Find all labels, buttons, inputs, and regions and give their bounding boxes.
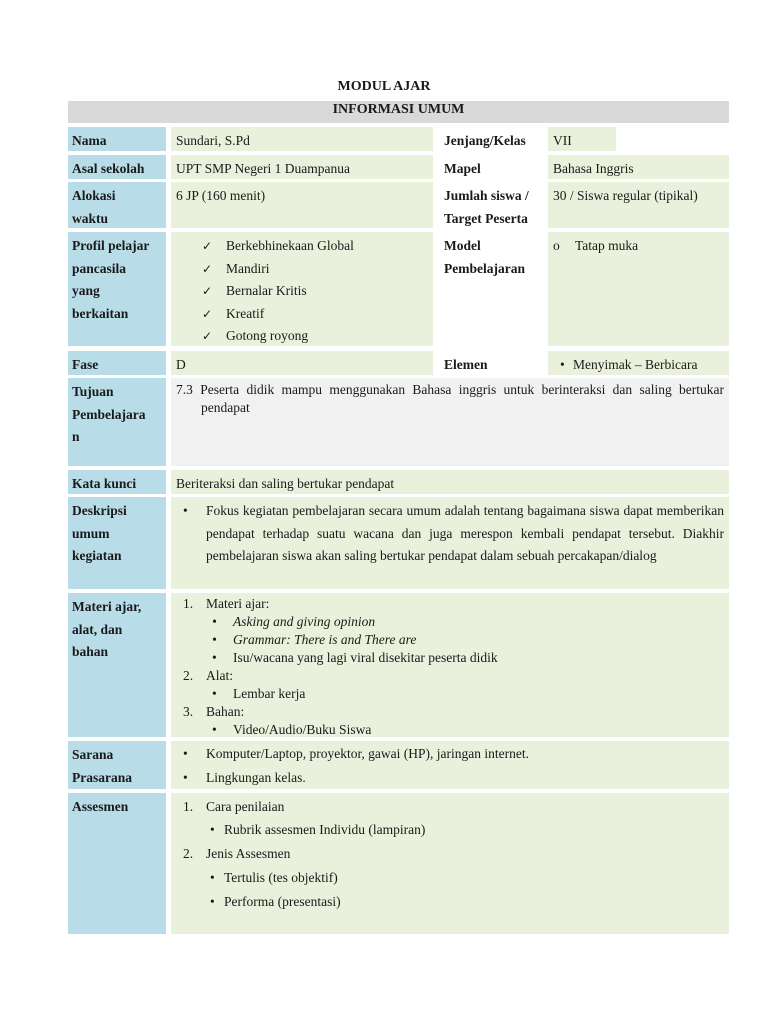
materi-group bbox=[176, 703, 724, 721]
group-number: 2. bbox=[183, 668, 194, 683]
label-line: Target Peserta bbox=[444, 210, 528, 226]
label-elemen: Elemen bbox=[444, 357, 488, 372]
value-jumlah-siswa: 30 / Siswa regular (tipikal) bbox=[548, 182, 729, 228]
profil-item: ✓ Kreatif bbox=[176, 303, 428, 326]
label-line: kegiatan bbox=[72, 548, 122, 563]
assesmen-group bbox=[176, 842, 724, 866]
profil-item: ✓ Berkebhinekaan Global bbox=[176, 235, 428, 258]
value-deskripsi-umum-kegiatan bbox=[171, 497, 729, 589]
value-assesmen bbox=[171, 793, 729, 934]
label-jumlah-siswa bbox=[440, 182, 546, 228]
materi-item: • Isu/wacana yang lagi viral disekitar peserta didik bbox=[176, 649, 724, 667]
assesmen-item: • Rubrik assesmen Individu (lampiran) bbox=[176, 818, 724, 842]
label-line: n bbox=[72, 429, 80, 444]
label-line: Prasarana bbox=[72, 769, 132, 785]
label-line: yang bbox=[72, 283, 100, 298]
label-line: Alokasi bbox=[72, 188, 116, 203]
label-line: Jumlah siswa / bbox=[444, 188, 529, 203]
materi-item: • Grammar: There is and There are bbox=[176, 631, 724, 649]
profil-item: ✓ Mandiri bbox=[176, 258, 428, 281]
group-number: 1. bbox=[183, 799, 194, 814]
model-value: Tatap muka bbox=[575, 238, 639, 253]
value-materi-ajar bbox=[171, 593, 729, 737]
label-line: Pembelajaran bbox=[444, 260, 525, 276]
label-line: pancasila bbox=[72, 260, 127, 276]
value-mapel: Bahasa Inggris bbox=[548, 155, 729, 179]
elemen-item: • Menyimak – Berbicara bbox=[553, 354, 724, 377]
label-model-pembelajaran bbox=[440, 232, 546, 346]
circle-bullet-icon: o bbox=[553, 238, 560, 253]
value-asal-sekolah: UPT SMP Negeri 1 Duampanua bbox=[171, 155, 433, 179]
label-deskripsi-umum-kegiatan bbox=[68, 497, 166, 589]
assesmen-item: • Tertulis (tes objektif) bbox=[176, 866, 724, 890]
value-alokasi-waktu: 6 JP (160 menit) bbox=[171, 182, 433, 228]
value-tujuan-pembelajaran: 7.3 Peserta didik mampu menggunakan Bahasa inggris untuk berinteraksi dan saling bertukar pendapat bbox=[171, 378, 729, 466]
group-title: Alat: bbox=[206, 668, 233, 683]
assesmen-item: • Performa (presentasi) bbox=[176, 890, 724, 914]
sarana-item: • Lingkungan kelas. bbox=[176, 766, 724, 790]
label-line: Tujuan bbox=[72, 384, 114, 399]
profil-item: ✓ Gotong royong bbox=[176, 325, 428, 348]
group-title: Jenis Assesmen bbox=[206, 846, 291, 861]
document-title: MODUL AJAR bbox=[337, 79, 431, 94]
label-line: berkaitan bbox=[72, 305, 129, 321]
materi-item: • Lembar kerja bbox=[176, 685, 724, 703]
group-number: 1. bbox=[183, 596, 194, 611]
label-line: Sarana bbox=[72, 747, 114, 762]
profil-item: ✓ Bernalar Kritis bbox=[176, 280, 428, 303]
materi-item: • Video/Audio/Buku Siswa bbox=[176, 721, 724, 739]
label-nama: Nama bbox=[68, 127, 166, 151]
group-title: Bahan: bbox=[206, 704, 245, 719]
group-title: Cara penilaian bbox=[206, 799, 285, 814]
label-line: bahan bbox=[72, 644, 109, 659]
value-model-pembelajaran bbox=[548, 232, 729, 346]
label-profil-pelajar bbox=[68, 232, 166, 346]
label-line: Deskripsi bbox=[72, 503, 127, 518]
value-nama: Sundari, S.Pd bbox=[171, 127, 433, 151]
assesmen-group bbox=[176, 796, 724, 818]
sarana-item: • Komputer/Laptop, proyektor, gawai (HP), jaringan internet. bbox=[176, 742, 724, 766]
label-asal-sekolah: Asal sekolah bbox=[68, 155, 166, 179]
label-materi-ajar bbox=[68, 593, 166, 737]
label-sarana-prasarana bbox=[68, 741, 166, 789]
value-elemen bbox=[548, 351, 729, 375]
materi-group bbox=[176, 667, 724, 685]
section-header: INFORMASI UMUM bbox=[68, 101, 729, 123]
label-mapel: Mapel bbox=[444, 161, 481, 176]
label-line: Pembelajara bbox=[72, 406, 146, 422]
label-line: Model bbox=[444, 238, 481, 253]
group-number: 3. bbox=[183, 704, 194, 719]
label-line: waktu bbox=[72, 210, 109, 226]
value-jenjang: VII bbox=[548, 127, 616, 151]
value-kata-kunci: Beriteraksi dan saling bertukar pendapat bbox=[171, 470, 729, 494]
materi-group bbox=[176, 595, 724, 613]
deskripsi-item: • Fokus kegiatan pembelajaran secara umum adalah tentang bagaimana siswa dapat memberikan pendapat terhadap suatu wacana dan juga merespon kembali pendapat tersebut. Diakhir pembelajaran siswa akan saling bertukar pendapat dalam sebuah percakapan/dialog bbox=[176, 500, 724, 568]
value-profil-pelajar bbox=[171, 232, 433, 346]
label-line: Profil pelajar bbox=[72, 238, 150, 253]
value-sarana-prasarana bbox=[171, 741, 729, 789]
label-jenjang: Jenjang/Kelas bbox=[444, 133, 526, 148]
label-tujuan-pembelajaran bbox=[68, 378, 166, 466]
label-line: alat, dan bbox=[72, 621, 123, 637]
label-line: Materi ajar, bbox=[72, 599, 142, 614]
value-fase: D bbox=[171, 351, 433, 375]
materi-item: • Asking and giving opinion bbox=[176, 613, 724, 631]
label-line: umum bbox=[72, 525, 110, 541]
label-alokasi-waktu bbox=[68, 182, 166, 228]
group-title: Materi ajar: bbox=[206, 596, 270, 611]
label-kata-kunci: Kata kunci bbox=[68, 470, 166, 494]
group-number: 2. bbox=[183, 846, 194, 861]
label-assesmen: Assesmen bbox=[68, 793, 166, 934]
label-fase: Fase bbox=[68, 351, 166, 375]
